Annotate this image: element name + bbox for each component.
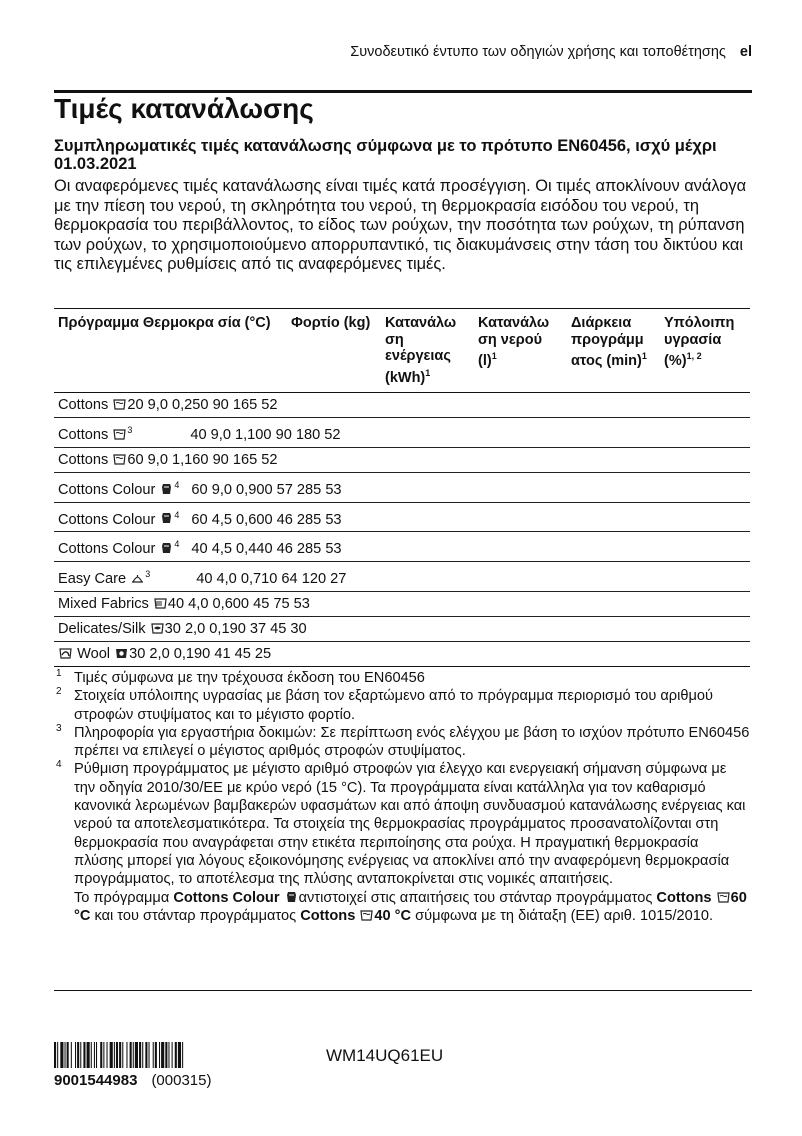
table-row [54,532,750,562]
barcode-bar [67,1042,69,1068]
header-program-temp: Πρόγραμμα Θερμοκρα σία (°C) [54,309,287,393]
model-number: WM14UQ61EU [326,1046,444,1065]
easy-care-icon [131,572,144,584]
program-name: Cottons Colour [58,481,156,498]
barcode-bar [116,1042,118,1068]
table-row [54,392,750,417]
barcode-bar [178,1042,181,1068]
barcode-bar [135,1042,138,1068]
cottons-icon [113,398,126,410]
barcode-bar [65,1042,66,1068]
cottons-icon [113,428,126,440]
cottons-icon [717,891,730,903]
footnote-ref: 3 [127,424,133,435]
program-name: Cottons [58,426,109,443]
language-code: el [739,44,752,60]
barcode-bar [145,1042,147,1068]
table-row [54,502,750,532]
delicates-icon [151,622,164,634]
section-subtitle: Συμπληρωματικές τιμές κατανάλωσης σύμφωνα με το πρότυπο EN60456, ισχύ μέχρι 01.03.2021 [54,137,717,173]
row-values: 30 2,0 0,190 41 45 25 [129,646,272,663]
header-duration: Διάρκεια προγράμμ ατος $(\min)^1$ [567,309,660,393]
barcode-bar [57,1042,58,1068]
barcode-bar [142,1042,143,1068]
barcode-bar [122,1042,123,1068]
barcode-bar [87,1042,90,1068]
program-name: Cottons Colour [58,541,156,558]
barcode-bar [159,1042,160,1068]
barcode-bar [126,1042,127,1068]
barcode-bar [172,1042,173,1068]
footnote: 1 Τιμές σύμφωνα με την τρέχουσα έκδοση του EN60456 [56,668,425,686]
header-water: Κατανάλω ση νερού $(l)^1$ [474,309,567,393]
bottom-rule [54,990,752,991]
cottons-icon [113,453,126,465]
header-energy: Κατανάλω ση ενέργειας (kWh)$^1$ [381,309,474,393]
row-values: 60 4,5 0,600 46 285 53 [191,511,342,528]
barcode-bars-icon [54,1042,304,1068]
table-row [54,592,750,617]
cottons-colour-icon [285,891,298,903]
barcode-bar [107,1042,108,1068]
barcode-bar [149,1042,150,1068]
row-values: 40 9,0 1,100 90 180 52 [190,426,341,443]
barcode-bar [165,1042,167,1068]
page-title: Τιμές κατανάλωσης [54,93,314,124]
barcode-bar [80,1042,81,1068]
footnotes [54,669,750,925]
barcode [54,1042,304,1073]
footnote-ref: 3 [145,569,151,580]
wool-temp-icon [115,647,128,659]
barcode-bar [168,1042,169,1068]
barcode-number: 9001544983 (000315) [54,1072,212,1089]
cottons-colour-icon [160,483,173,495]
row-values: 20 9,0 0,250 90 165 52 [127,396,278,413]
table-header-row [54,309,750,393]
barcode-bar [161,1042,164,1068]
program-name: Cottons Colour [58,511,156,528]
barcode-bar [103,1042,104,1068]
barcode-bar [119,1042,121,1068]
row-values: 40 4,0 0,710 64 120 27 [196,571,347,588]
barcode-bar [100,1042,102,1068]
barcode-bar [155,1042,157,1068]
cottons-colour-icon [160,542,173,554]
mixed-fabrics-icon [154,597,167,609]
barcode-bar [96,1042,97,1068]
footnote-continuation: Το πρόγραμμα Cottons Colour αντιστοιχεί στις απαιτήσεις του στάνταρ προγράμματος Cottons 60 °C και του στάνταρ προγράμματος Cottons 40 °C σύμφωνα με τη διάταξη (ΕΕ) αριθ. 1015/2010. [74,889,747,924]
barcode-bar [175,1042,177,1068]
barcode-bar [139,1042,141,1068]
consumption-table [54,308,750,667]
table-row [54,417,750,447]
program-name: Wool [77,646,111,663]
barcode-bar [182,1042,183,1068]
barcode-bar [71,1042,72,1068]
row-values: 40 4,0 0,600 45 75 53 [167,596,310,613]
row-values: 60 9,0 0,900 57 285 53 [191,481,342,498]
footnote: 4 Ρύθμιση προγράμματος με μέγιστο αριθμό στροφών για έλεγχο και ενεργειακή σήμανση σύμφωνα με την οδηγία 2010/30/ΕΕ με κρύο νερό (15 °C). Τα προγράμματα είναι κατάλληλα για τον καθαρισμό κανονικά λερωμένων βαμβακερών υφασμάτων και από άποψη συνδυασμού κατανάλωσης ενέργειας και νερού τα αποτελεσματικότερα. Τα στοιχεία της θερμοκρασίας προγράμματος προσανατολίζονται στη θερμοκρασία που αναγράφεται στην ετικέτα περιποίησης στα ρούχα. Η πραγματική θερμοκρασία πλύσης μπορεί για λόγους εξοικονόμησης ενέργειας να αποκλίνει από την αναφερόμενη θερμοκρασία προγράμματος, το αποτέλεσμα της πλύσης ανταποκρίνεται στις νομικές απαιτήσεις. [56,759,746,888]
barcode-bar [94,1042,95,1068]
footnote-ref: 4 [174,509,180,520]
row-values: 30 2,0 0,190 37 45 30 [164,621,307,638]
table-row [54,472,750,502]
footnote: 2 Στοιχεία υπόλοιπης υγρασίας με βάση τον εξαρτώμενο από το πρόγραμμα περιορισμό του αριθμού στροφών στυψίματος και το μέγιστο φορτίο. [56,686,713,723]
barcode-bar [130,1042,132,1068]
footnote-ref: 4 [174,539,180,550]
footnote: 3 Πληροφορία για εργαστήρια δοκιμών: Σε περίπτωση ενός ελέγχου με βάση το ισχύον πρότυπο EN60456 πρέπει να επιλεγεί ο μέγιστος αριθμός στροφών στυψίματος. [56,722,750,760]
footnote-ref: 4 [174,479,180,490]
barcode-bar [75,1042,76,1068]
wool-icon [59,647,72,659]
table-row [54,642,750,667]
barcode-bar [153,1042,154,1068]
cottons-icon [360,909,373,921]
barcode-bar [77,1042,79,1068]
program-name: Cottons [58,396,109,413]
barcode-bar [110,1042,113,1068]
barcode-bar [60,1042,63,1068]
cottons-colour-icon [160,512,173,524]
header-moisture: Υπόλοιπη υγρασία (%)$^{1, 2}$ [660,309,750,393]
row-values: 40 4,5 0,440 46 285 53 [191,541,342,558]
program-name: Cottons [58,451,109,468]
barcode-bar [91,1042,92,1068]
barcode-bar [133,1042,134,1068]
header-title: Συνοδευτικό έντυπο των οδηγιών χρήσης και τοποθέτησης [350,44,726,60]
barcode-bar [54,1042,56,1068]
barcode-bar [114,1042,115,1068]
intro-paragraph: Οι αναφερόμενες τιμές κατανάλωσης είναι τιμές κατά προσέγγιση. Οι τιμές αποκλίνουν ανάλογα με την πίεση του νερού, τη σκληρότητα του νερού, τη θερμοκρασία εισόδου του νερού, τη θερμοκρασία του περιβάλλοντος, το είδος των ρούχων, την ποσότητα των ρούχων, τη ρύπανση των ρούχων, το χρησιμοποιούμενο απορρυπαντικό, τις διακυμάνσεις στην τάση του δικτύου και τις επιλεγμένες ρυθμίσεις από τις αναφερόμενες τιμές. [54,177,747,273]
program-name: Mixed Fabrics [58,596,149,613]
table-row [54,562,750,592]
header-load: Φορτίο (kg) [287,309,381,393]
running-header [350,44,752,60]
row-values: 60 9,0 1,160 90 165 52 [127,451,278,468]
table-row [54,617,750,642]
barcode-bar [83,1042,85,1068]
program-name: Delicates/Silk [58,621,146,638]
table-row [54,447,750,472]
program-name: Easy Care [58,571,127,588]
